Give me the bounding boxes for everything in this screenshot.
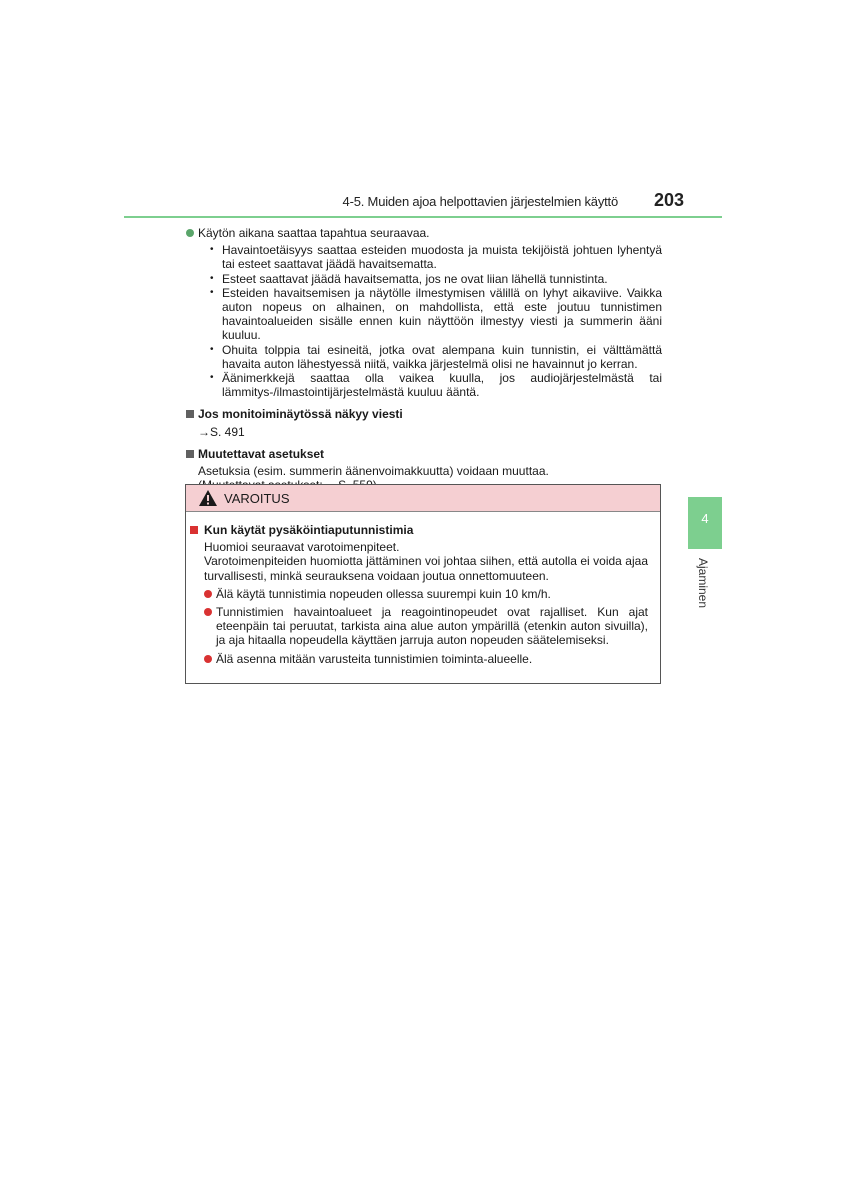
list-item: • Esteiden havaitsemisen ja näytölle ilmestymisen välillä on lyhyt aikaviive. Vaikka auton nopeus on alhainen, on mahdollista, että este joutuu tunnistimen havaintoalueiden sisälle ennen kuin näyttöön ilmestyy viesti ja summerin ääni kuuluu. xyxy=(210,285,662,343)
list-item: • Ohuita tolppia tai esineitä, jotka ovat alempana kuin tunnistin, ei välttämättä havaita auton lähestyessä niitä, vaikka järjestelmä olisi ne havainnut jo kerran. xyxy=(210,342,662,371)
warning-item: Älä asenna mitään varusteita tunnistimien toiminta-alueelle. xyxy=(190,652,648,666)
red-dot-icon xyxy=(204,590,212,598)
warning-para-1: Huomioi seuraavat varotoimenpiteet. xyxy=(204,540,400,555)
bullet-icon: • xyxy=(210,343,214,355)
bullet-icon: • xyxy=(210,372,214,384)
bullet-icon: • xyxy=(210,244,214,256)
chapter-label: Ajaminen xyxy=(696,558,710,609)
usage-note-intro: Käytön aikana saattaa tapahtua seuraavaa. xyxy=(198,226,430,240)
warning-para-2: Varotoimenpiteiden huomiotta jättäminen voi johtaa siihen, että autolla ei voida ajaa turvallisesti, minkä seurauksena voidaan joutua onnettomuuteen. xyxy=(204,554,648,583)
chapter-tab: 4 xyxy=(688,497,722,549)
header-rule xyxy=(124,216,722,218)
square-bullet-icon xyxy=(186,410,194,418)
warning-body xyxy=(186,512,660,666)
usage-note-list xyxy=(186,243,662,399)
section-message-title: Jos monitoiminäytössä näkyy viesti xyxy=(186,407,662,421)
warning-subtitle: Kun käytät pysäköintiaputunnistimia xyxy=(190,523,648,537)
section-settings-text: Asetuksia (esim. summerin äänenvoimakkuutta) voidaan muuttaa. xyxy=(198,464,549,479)
red-dot-icon xyxy=(204,655,212,663)
page-number: 203 xyxy=(653,190,684,210)
warning-item: Tunnistimien havaintoalueet ja reagointinopeudet ovat rajalliset. Kun ajat eteenpäin tai peruutat, tarkista aina alue auton ympärillä (etenkin auton sivuilla), ja aja hitaalla nopeudella käyttäen jarruja auton nopeuden säätelemiseksi. xyxy=(190,605,648,648)
warning-item: Älä käytä tunnistimia nopeuden ollessa suurempi kuin 10 km/h. xyxy=(190,587,648,601)
section-settings-title: Muutettavat asetukset xyxy=(186,447,662,461)
section-message-ref[interactable]: →S. 491 xyxy=(198,424,245,439)
red-dot-icon xyxy=(204,608,212,616)
red-square-icon xyxy=(190,526,198,534)
green-dot-icon xyxy=(186,229,194,237)
running-header: 4-5. Muiden ajoa helpottavien järjestelmien käyttö xyxy=(342,194,618,209)
list-item: • Esteet saattavat jäädä havaitsematta, jos ne ovat liian lähellä tunnistinta. xyxy=(210,271,608,286)
warning-box xyxy=(185,484,661,684)
square-bullet-icon xyxy=(186,450,194,458)
list-item: • Äänimerkkejä saattaa olla vaikea kuulla, jos audiojärjestelmästä tai lämmitys-/ilmastointijärjestelmästä kuuluu ääntä. xyxy=(210,371,662,400)
warning-triangle-icon xyxy=(198,489,218,507)
warning-label: VAROITUS xyxy=(224,490,290,506)
list-item: • Havaintoetäisyys saattaa esteiden muodosta ja muista tekijöistä johtuen lyhentyä tai esteet saattavat jäädä havaitsematta. xyxy=(210,243,662,272)
bullet-icon: • xyxy=(210,272,214,284)
warning-header xyxy=(186,485,660,512)
bullet-icon: • xyxy=(210,286,214,298)
main-content xyxy=(186,226,662,492)
usage-note xyxy=(186,226,662,240)
